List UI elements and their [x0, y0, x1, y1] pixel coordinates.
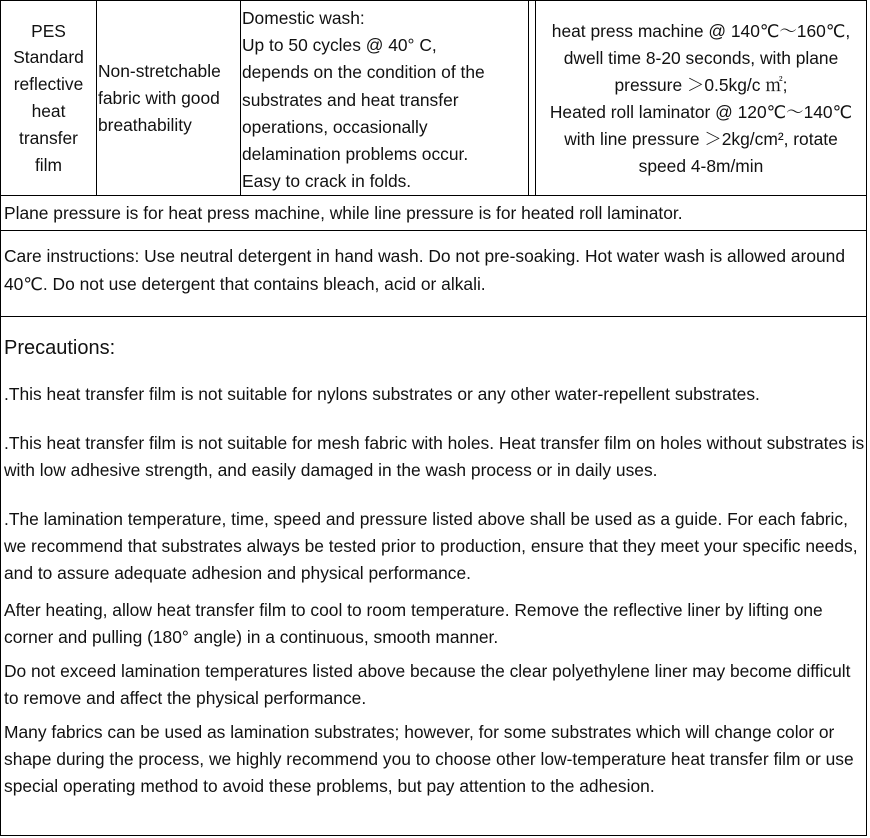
- precautions-title: Precautions:: [4, 337, 116, 359]
- precaution-item: Many fabrics can be used as lamination substrates; however, for some substrates which will change color or shape during the process, we highly recommend you to choose other low-temperature heat transfer film or use special operating method to avoid these problems, but pay attention to the adhesion.: [4, 722, 854, 796]
- precaution-item: .This heat transfer film is not suitable for mesh fabric with holes. Heat transfer film on holes without substrates is with low adhesive strength, and easily damaged in the wash process or in daily uses.: [4, 433, 865, 480]
- pressure-note: Plane pressure is for heat press machine, while line pressure is for heated roll laminator.: [4, 203, 683, 223]
- product-name: PES Standard reflective heat transfer film: [13, 20, 84, 175]
- spec-table-row: [1, 1, 866, 196]
- precaution-item: .This heat transfer film is not suitable for nylons substrates or any other water-repellent substrates.: [4, 384, 760, 404]
- application-method-text: heat press machine @ 140℃～160℃, dwell time 8-20 seconds, with plane pressure ＞0.5kg/c ㎡; Heated roll laminator @ 120℃～140℃ with line pressure ＞2kg/cm², rotate speed 4-8m/min: [549, 21, 853, 176]
- product-name-cell: [1, 1, 96, 195]
- feature-cell: [96, 1, 240, 195]
- precaution-item: After heating, allow heat transfer film to cool to room temperature. Remove the reflective liner by lifting one corner and pulling (180° angle) in a continuous, smooth manner.: [4, 600, 823, 647]
- care-instructions: Care instructions: Use neutral detergent in hand wash. Do not pre-soaking. Hot water wash is allowed around 40℃. Do not use detergent that contains bleach, acid or alkali.: [4, 246, 846, 294]
- care-instructions-row: [1, 231, 866, 317]
- precaution-item: Do not exceed lamination temperatures listed above because the clear polyethylene liner may become difficult to remove and affect the physical performance.: [4, 661, 851, 708]
- product-feature: Non-stretchable fabric with good breathability: [98, 60, 221, 135]
- pressure-note-row: [1, 196, 866, 231]
- application-method-cell: [535, 1, 866, 195]
- wash-durability-text: Domestic wash: Up to 50 cycles @ 40° C, depends on the condition of the substrates and heat transfer operations, occasionally delamination problems occur. Easy to crack in folds.: [242, 8, 485, 192]
- precautions-section: [1, 317, 866, 800]
- wash-durability-cell: [240, 1, 529, 195]
- precaution-item: .The lamination temperature, time, speed and pressure listed above shall be used as a guide. For each fabric, we recommend that substrates always be tested prior to production, ensure that they meet your specific needs, and to assure adequate adhesion and physical performance.: [4, 509, 858, 583]
